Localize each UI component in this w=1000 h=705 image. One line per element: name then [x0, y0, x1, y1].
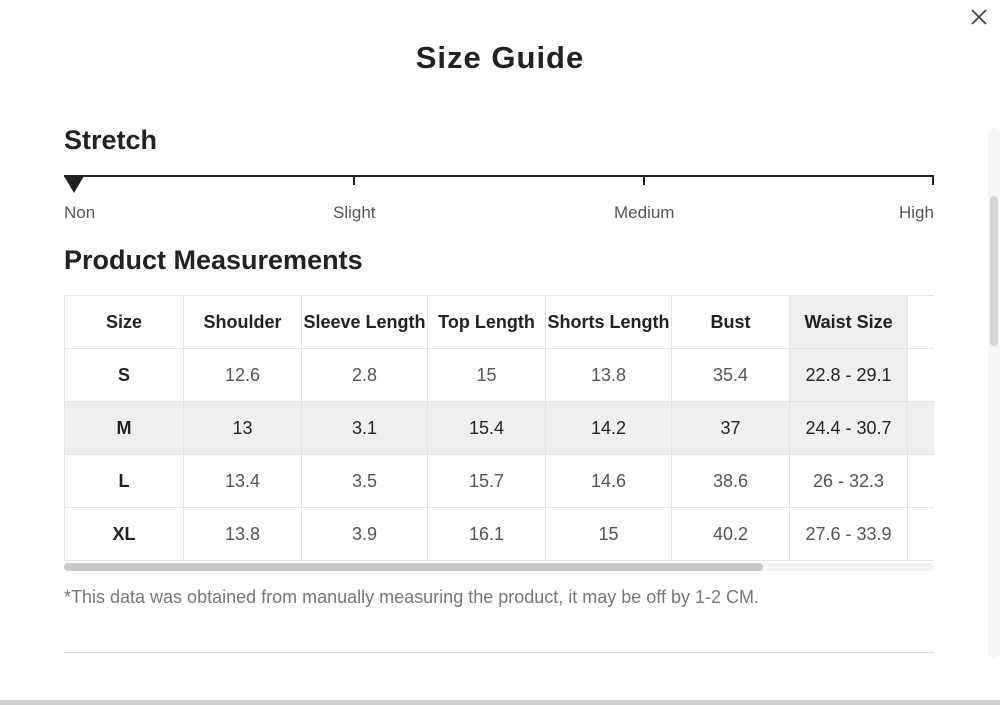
cell-sleeve-length: 3.1 — [302, 402, 428, 455]
modal-vertical-scrollbar[interactable] — [988, 128, 1000, 658]
modal-scrollbar-thumb[interactable] — [990, 196, 998, 346]
cell-shorts-length: 14.2 — [546, 402, 672, 455]
header-waist-size: Waist Size — [790, 296, 908, 349]
background-content-strip — [0, 700, 1000, 705]
stretch-title: Stretch — [64, 125, 158, 155]
cell-sleeve-length: 2.8 — [302, 349, 428, 402]
cell-shorts-length: 13.8 — [546, 349, 672, 402]
cell-extra — [908, 349, 935, 402]
cell-top-length: 16.1 — [428, 508, 546, 561]
table-row[interactable] — [65, 402, 935, 455]
cell-shorts-length: 14.6 — [546, 455, 672, 508]
cell-bust: 37 — [672, 402, 790, 455]
cell-sleeve-length: 3.9 — [302, 508, 428, 561]
cell-extra — [908, 508, 935, 561]
header-shorts-length: Shorts Length — [546, 296, 672, 349]
table-scrollbar-thumb[interactable] — [64, 563, 763, 571]
stretch-label-slight: Slight — [333, 203, 376, 222]
cell-bust: 38.6 — [672, 455, 790, 508]
cell-extra — [908, 455, 935, 508]
cell-top-length: 15.4 — [428, 402, 546, 455]
stretch-marker-icon — [64, 176, 84, 193]
measurement-note: *This data was obtained from manually measuring the product, it may be off by 1-2 CM. — [64, 587, 760, 607]
modal-title: Size Guide — [415, 40, 585, 75]
cell-shoulder: 12.6 — [184, 349, 302, 402]
cell-size: S — [65, 349, 184, 402]
product-measurements-title: Product Measurements — [64, 245, 363, 275]
table-header-row — [65, 296, 935, 349]
measurements-table — [64, 295, 934, 561]
cell-size: L — [65, 455, 184, 508]
cell-size: M — [65, 402, 184, 455]
stretch-label-high: High — [899, 203, 934, 222]
cell-top-length: 15.7 — [428, 455, 546, 508]
header-extra — [908, 296, 935, 349]
cell-bust: 40.2 — [672, 508, 790, 561]
header-top-length: Top Length — [428, 296, 546, 349]
cell-top-length: 15 — [428, 349, 546, 402]
table-horizontal-scrollbar[interactable] — [64, 563, 934, 571]
cell-waist-size: 24.4 - 30.7 — [790, 402, 908, 455]
stretch-tick-slight — [353, 175, 355, 185]
table-row[interactable] — [65, 349, 935, 402]
stretch-tick-medium — [643, 175, 645, 185]
cell-waist-size: 22.8 - 29.1 — [790, 349, 908, 402]
cell-waist-size: 26 - 32.3 — [790, 455, 908, 508]
header-bust: Bust — [672, 296, 790, 349]
measurements-table-container[interactable] — [64, 295, 934, 561]
close-icon — [966, 4, 992, 30]
cell-shoulder: 13.4 — [184, 455, 302, 508]
cell-waist-size: 27.6 - 33.9 — [790, 508, 908, 561]
table-row[interactable] — [65, 508, 935, 561]
stretch-label-medium: Medium — [614, 203, 675, 222]
stretch-tick-high — [932, 175, 934, 185]
header-size: Size — [65, 296, 184, 349]
section-divider — [64, 652, 934, 653]
close-button[interactable] — [966, 4, 992, 30]
cell-shoulder: 13.8 — [184, 508, 302, 561]
cell-shoulder: 13 — [184, 402, 302, 455]
header-shoulder: Shoulder — [184, 296, 302, 349]
cell-size: XL — [65, 508, 184, 561]
cell-shorts-length: 15 — [546, 508, 672, 561]
cell-sleeve-length: 3.5 — [302, 455, 428, 508]
stretch-track — [64, 175, 934, 177]
table-row[interactable] — [65, 455, 935, 508]
cell-bust: 35.4 — [672, 349, 790, 402]
cell-extra — [908, 402, 935, 455]
stretch-label-non: Non — [64, 203, 96, 222]
header-sleeve-length: Sleeve Length — [302, 296, 428, 349]
